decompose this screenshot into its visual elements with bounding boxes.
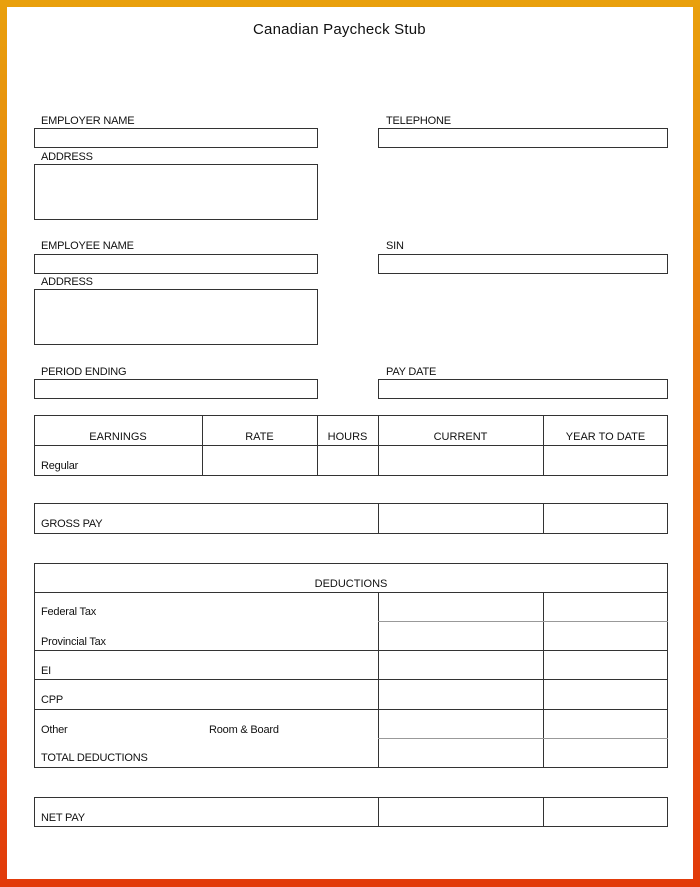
pay-date-field[interactable]: [378, 379, 668, 399]
deductions-row-divider: [34, 650, 668, 651]
deductions-divider: [34, 592, 668, 593]
gross-pay-label: GROSS PAY: [41, 518, 103, 530]
period-ending-field[interactable]: [34, 379, 318, 399]
header-current: CURRENT: [433, 431, 488, 443]
header-year-to-date: YEAR TO DATE: [565, 431, 646, 443]
other-label: Other: [41, 724, 68, 736]
employee-address-label: ADDRESS: [41, 276, 93, 288]
deductions-col-divider: [378, 592, 379, 768]
deductions-row-divider: [34, 709, 668, 710]
pay-date-label: PAY DATE: [386, 366, 437, 378]
gross-pay-current-cell[interactable]: [379, 504, 542, 533]
gross-pay-ytd-cell[interactable]: [544, 504, 667, 533]
period-ending-label: PERIOD ENDING: [41, 366, 127, 378]
employee-name-field[interactable]: [34, 254, 318, 274]
net-pay-current-cell[interactable]: [379, 798, 542, 826]
regular-row-label: Regular: [41, 460, 79, 472]
regular-hours-cell[interactable]: [318, 446, 377, 475]
header-hours: HOURS: [327, 431, 368, 443]
employer-name-label: EMPLOYER NAME: [41, 115, 135, 127]
regular-rate-cell[interactable]: [203, 446, 316, 475]
regular-ytd-cell[interactable]: [544, 446, 667, 475]
sin-field[interactable]: [378, 254, 668, 274]
cpp-label: CPP: [41, 694, 64, 706]
deductions-row-divider: [378, 738, 668, 739]
employer-name-field[interactable]: [34, 128, 318, 148]
employer-address-field[interactable]: [34, 164, 318, 220]
net-pay-ytd-cell[interactable]: [544, 798, 667, 826]
regular-current-cell[interactable]: [379, 446, 542, 475]
paystub-sheet: [7, 7, 693, 879]
telephone-label: TELEPHONE: [386, 115, 451, 127]
deductions-row-divider: [34, 679, 668, 680]
federal-tax-label: Federal Tax: [41, 606, 97, 618]
deductions-title: DEDUCTIONS: [314, 578, 388, 590]
provincial-tax-label: Provincial Tax: [41, 636, 106, 648]
document-title: Canadian Paycheck Stub: [253, 21, 426, 38]
employee-address-field[interactable]: [34, 289, 318, 345]
deductions-row-divider: [378, 621, 668, 622]
deductions-col-divider: [543, 592, 544, 768]
total-deductions-label: TOTAL DEDUCTIONS: [41, 752, 148, 764]
net-pay-label: NET PAY: [41, 812, 85, 824]
header-earnings: EARNINGS: [89, 431, 147, 443]
header-rate: RATE: [245, 431, 274, 443]
sin-label: SIN: [386, 240, 404, 252]
other-note: Room & Board: [209, 724, 279, 736]
employee-name-label: EMPLOYEE NAME: [41, 240, 134, 252]
employer-address-label: ADDRESS: [41, 151, 93, 163]
telephone-field[interactable]: [378, 128, 668, 148]
ei-label: EI: [41, 665, 51, 677]
